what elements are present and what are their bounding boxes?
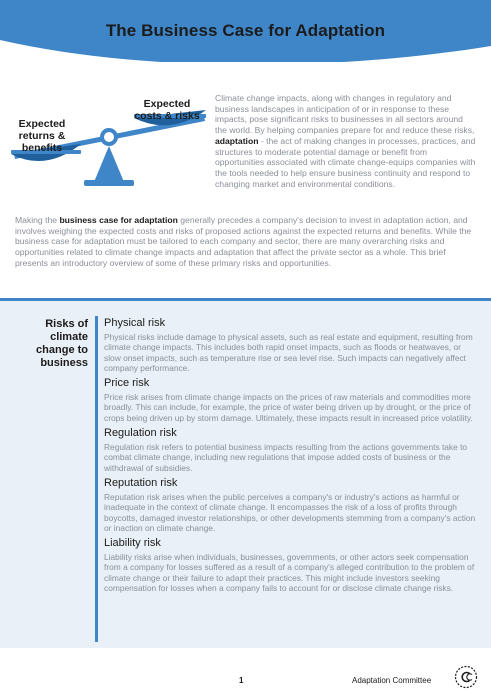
footer-label: Adaptation Committee <box>352 676 432 685</box>
risk-description: Liability risks arise when individuals, businesses, governments, or other actors seek compensation from a company for losses suffered as a result of a company's alleged contribution to the problem of climate change or their failure to adapt their practices. This might include investors seeking compensation for losses when a company fails to account for or disclose climate change risks. <box>104 552 475 594</box>
intro-text: Making the <box>15 215 60 225</box>
intro-paragraph-1 <box>215 93 477 189</box>
risk-title: Reputation risk <box>104 476 178 489</box>
risk-list <box>104 317 478 597</box>
risk-item-physical <box>104 317 478 373</box>
intro-text: - the act of making changes in processes, practices, and structures to moderate potential damage or benefit from opportunities associated with climate change-equips companies with the tools needed to help ensure business continuity and respond to changing market and environmental conditions. <box>215 135 476 189</box>
risk-item-price <box>104 377 478 423</box>
intro-paragraph-2 <box>15 215 477 269</box>
risk-item-liability <box>104 537 478 593</box>
risk-description: Reputation risk arises when the public perceives a company's or industry's actions as harmful or inadequate in the context of climate change. It encompasses the risk of a loss of profits through boycotts, damaged investor relationships, or other developments stemming from a company's action or inaction on climate change. <box>104 491 476 533</box>
page-title: The Business Case for Adaptation <box>105 21 386 40</box>
unfccc-logo-icon <box>453 664 479 690</box>
risk-description: Physical risks include damage to physical assets, such as real estate and equipment, resulting from climate change impacts. This includes both rapid onset impacts, such as floods or heatwaves, or slow onset impacts, such as temperature rise or sea level rise. Such impacts can negatively affect company performance. <box>104 332 473 373</box>
risk-title: Liability risk <box>104 537 161 550</box>
intro-text: Climate change impacts, along with changes in regulatory and business landscapes in anticipation of or in response to these impacts, pose significant risks to businesses in all sectors around the world. By helping companies prepare for and reduce these risks, <box>215 93 475 136</box>
expected-costs-label: Expected costs & risks <box>134 98 200 122</box>
page-number: 1 <box>239 676 244 685</box>
keyword-adaptation: adaptation <box>215 135 259 146</box>
risk-title: Price risk <box>104 377 150 390</box>
risk-description: Regulation risk refers to potential business impacts resulting from the actions governments take to combat climate change, including new regulations that impose added costs of business or the withdrawal of subsidies. <box>104 442 468 473</box>
intro-text: generally precedes a company's decision to invest in adaptation action, and involves weighing the expected costs and risks of proposed actions against the expected returns and benefits. While the business case for adaptation must be tailored to each company and sector, there are many overarching risks and opportunities related to climate change impacts and adaptation that affect the private sector as a whole. This brief presents an introductory overview of some of these primary risks and opportunities. <box>15 215 472 268</box>
risk-title: Physical risk <box>104 317 166 329</box>
expected-returns-label: Expected returns & benefits <box>18 118 66 154</box>
risk-item-reputation <box>104 477 478 533</box>
risks-section-heading: Risks of climate change to business <box>36 318 88 369</box>
risk-title: Regulation risk <box>104 427 177 440</box>
risk-description: Price risk arises from climate change impacts on the prices of raw materials and commodities more broadly. This can include, for example, the price of water being driven up by drought, or the price of crops being driven up by storm damage. Ultimately, these impacts result in increased price volatility. <box>104 392 473 423</box>
risk-item-regulation <box>104 427 478 473</box>
section-divider <box>0 298 491 301</box>
section-accent-line <box>95 316 98 642</box>
keyword-business-case: business case for adaptation <box>59 215 178 225</box>
